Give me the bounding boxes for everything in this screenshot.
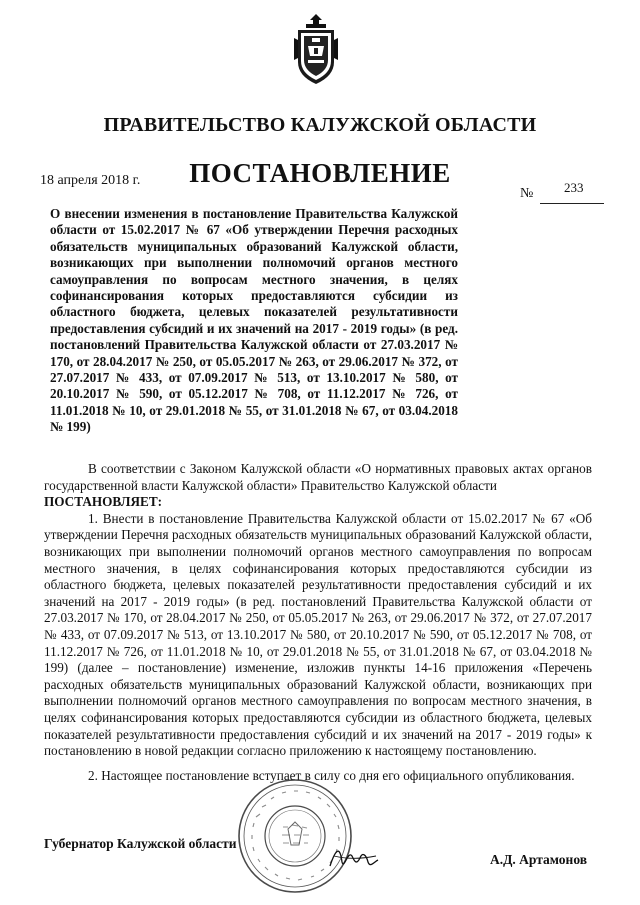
decree-paragraph xyxy=(44,494,592,511)
resolution-title: О внесении изменения в постановление Правительства Калужской области от 15.02.2017 № 67 «Об утверждении Перечня расходных обязательств муниципальных образований Калужской области, возникающих при выполнении полномочий органов местного самоуправления по вопросам местного значения, в целях софинансирования которых предоставляются субсидии из областного бюджета, целевых показателей результативности предоставления субсидий и их значений на 2017 - 2019 годы» (в ред. постановлений Правительства Калужской области от 27.03.2017 № 170, от 28.04.2017 № 250, от 05.05.2017 № 263, от 29.06.2017 № 372, от 27.07.2017 № 433, от 07.09.2017 № 513, от 13.10.2017 № 580, от 20.10.2017 № 590, от 05.12.2017 № 708, от 11.12.2017 № 726, от 11.01.2018 № 10, от 29.01.2018 № 55, от 31.01.2018 № 67, от 03.04.2018 № 199) xyxy=(50,206,458,435)
resolution-body xyxy=(44,461,592,784)
signatory-name: А.Д. Артамонов xyxy=(490,852,588,867)
organization-title: ПРАВИТЕЛЬСТВО КАЛУЖСКОЙ ОБЛАСТИ xyxy=(103,114,537,136)
decree-word: ПОСТАНОВЛЯЕТ: xyxy=(44,494,163,510)
document-number-underline xyxy=(540,203,604,204)
handwritten-signature xyxy=(326,836,382,876)
document-number: 233 xyxy=(564,180,584,195)
coat-of-arms-emblem xyxy=(292,12,340,86)
paragraph-gap xyxy=(44,760,592,768)
preamble-paragraph xyxy=(44,461,592,494)
preamble-text: В соответствии с Законом Калужской области «О нормативных правовых актах органов государственной власти Калужской области» Правительство Калужской области xyxy=(44,461,592,493)
document-kind-heading: ПОСТАНОВЛЕНИЕ xyxy=(189,158,451,188)
document-date: 18 апреля 2018 г. xyxy=(40,173,141,188)
signatory-role: Губернатор Калужской области xyxy=(44,836,237,851)
item-1-paragraph: 1. Внести в постановление Правительства Калужской области от 15.02.2017 № 67 «Об утверждении Перечня расходных обязательств муниципальных образований Калужской области, возникающих при выполнении полномочий органов местного самоуправления по вопросам местного значения, в целях софинансирования которых предоставляются субсидии из областного бюджета, целевых показателей результативности предоставления субсидий и их значений на 2017 - 2019 годы» (в ред. постановлений Правительства Калужской области от 27.03.2017 № 170, от 28.04.2017 № 250, от 05.05.2017 № 263, от 29.06.2017 № 372, от 27.07.2017 № 433, от 07.09.2017 № 513, от 13.10.2017 № 580, от 20.10.2017 № 590, от 05.12.2017 № 708, от 11.12.2017 № 726, от 11.01.2018 № 10, от 29.01.2018 № 55, от 31.01.2018 № 67, от 03.04.2018 № 199) (далее – постановление) изменение, изложив пункты 14-16 приложения «Перечень расходных обязательств муниципальных образований Калужской области, возникающих при выполнении полномочий органов местного самоуправления по вопросам местного значения, в целях софинансирования которых предоставляются субсидии из областного бюджета, целевых показателей результативности предоставления субсидий и их значений на 2017 - 2019 годы» к постановлению в новой редакции согласно приложению к настоящему постановлению. xyxy=(44,510,592,759)
item-2-paragraph: 2. Настоящее постановление вступает в силу со дня его официального опубликования. xyxy=(88,767,575,783)
document-number-sign: № xyxy=(520,186,534,201)
